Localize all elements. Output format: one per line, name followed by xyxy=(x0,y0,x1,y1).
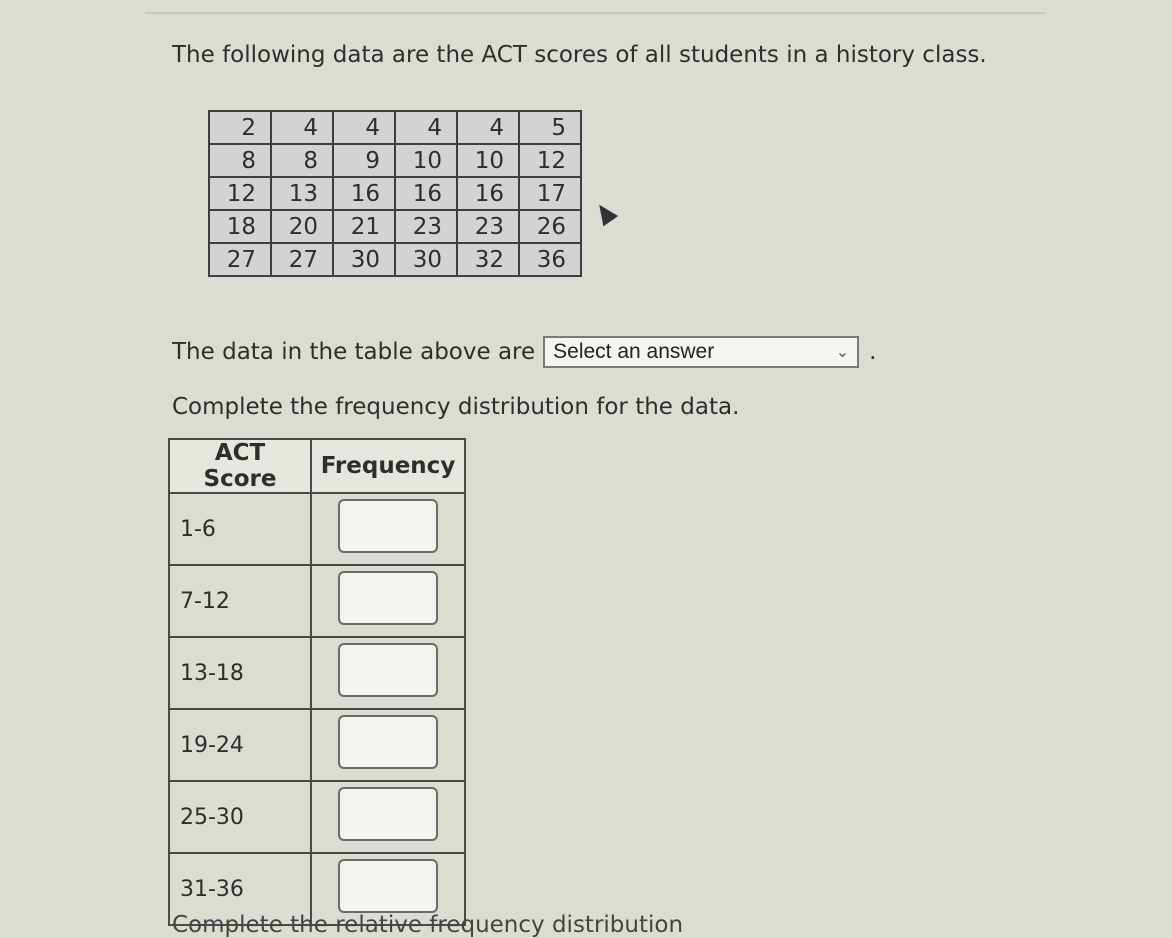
data-cell: 32 xyxy=(457,243,519,276)
data-row xyxy=(209,177,581,210)
score-range: 13-18 xyxy=(169,637,311,709)
select-prompt: The data in the table above are xyxy=(172,339,536,365)
data-cell: 16 xyxy=(457,177,519,210)
frequency-row xyxy=(169,781,465,853)
data-row xyxy=(209,111,581,144)
data-cell: 8 xyxy=(271,144,333,177)
answer-select[interactable] xyxy=(543,336,859,368)
frequency-cell xyxy=(311,637,465,709)
frequency-cell xyxy=(311,781,465,853)
data-cell: 10 xyxy=(395,144,457,177)
frequency-table xyxy=(168,438,466,926)
data-cell: 27 xyxy=(209,243,271,276)
data-cell: 23 xyxy=(457,210,519,243)
data-cell: 21 xyxy=(333,210,395,243)
frequency-row xyxy=(169,709,465,781)
data-cell: 17 xyxy=(519,177,581,210)
frequency-input[interactable] xyxy=(338,787,438,841)
data-cell: 30 xyxy=(395,243,457,276)
data-cell: 36 xyxy=(519,243,581,276)
score-range: 31-36 xyxy=(169,853,311,925)
divider xyxy=(145,0,1045,14)
chevron-down-icon: ⌄ xyxy=(835,344,850,361)
data-cell: 2 xyxy=(209,111,271,144)
data-cell: 23 xyxy=(395,210,457,243)
data-cell: 4 xyxy=(271,111,333,144)
select-suffix: . xyxy=(869,339,877,365)
frequency-row xyxy=(169,637,465,709)
score-range: 25-30 xyxy=(169,781,311,853)
data-cell: 30 xyxy=(333,243,395,276)
score-range: 7-12 xyxy=(169,565,311,637)
data-cell: 18 xyxy=(209,210,271,243)
frequency-input[interactable] xyxy=(338,643,438,697)
next-prompt: Complete the relative frequency distribution xyxy=(172,912,684,938)
data-cell: 16 xyxy=(395,177,457,210)
data-cell: 12 xyxy=(209,177,271,210)
header-act-score: ACT Score xyxy=(169,439,311,493)
data-cell: 27 xyxy=(271,243,333,276)
data-row xyxy=(209,243,581,276)
frequency-prompt: Complete the frequency distribution for the data. xyxy=(172,394,740,420)
data-cell: 9 xyxy=(333,144,395,177)
data-cell: 20 xyxy=(271,210,333,243)
frequency-cell xyxy=(311,565,465,637)
frequency-input[interactable] xyxy=(338,715,438,769)
data-cell: 5 xyxy=(519,111,581,144)
data-cell: 8 xyxy=(209,144,271,177)
frequency-cell xyxy=(311,493,465,565)
data-cell: 4 xyxy=(333,111,395,144)
data-cell: 4 xyxy=(395,111,457,144)
select-question xyxy=(172,336,876,368)
frequency-input[interactable] xyxy=(338,571,438,625)
frequency-cell xyxy=(311,709,465,781)
score-range: 1-6 xyxy=(169,493,311,565)
data-cell: 13 xyxy=(271,177,333,210)
data-row xyxy=(209,144,581,177)
data-cell: 26 xyxy=(519,210,581,243)
data-cell: 10 xyxy=(457,144,519,177)
frequency-row xyxy=(169,493,465,565)
data-cell: 16 xyxy=(333,177,395,210)
select-value: Select an answer xyxy=(553,340,715,363)
frequency-input[interactable] xyxy=(338,499,438,553)
frequency-row xyxy=(169,565,465,637)
score-range: 19-24 xyxy=(169,709,311,781)
frequency-input[interactable] xyxy=(338,859,438,913)
mouse-cursor-icon xyxy=(592,200,618,227)
header-frequency: Frequency xyxy=(311,439,465,493)
data-cell: 12 xyxy=(519,144,581,177)
act-scores-table xyxy=(208,110,582,277)
question-intro: The following data are the ACT scores of all students in a history class. xyxy=(172,42,987,68)
data-row xyxy=(209,210,581,243)
data-cell: 4 xyxy=(457,111,519,144)
